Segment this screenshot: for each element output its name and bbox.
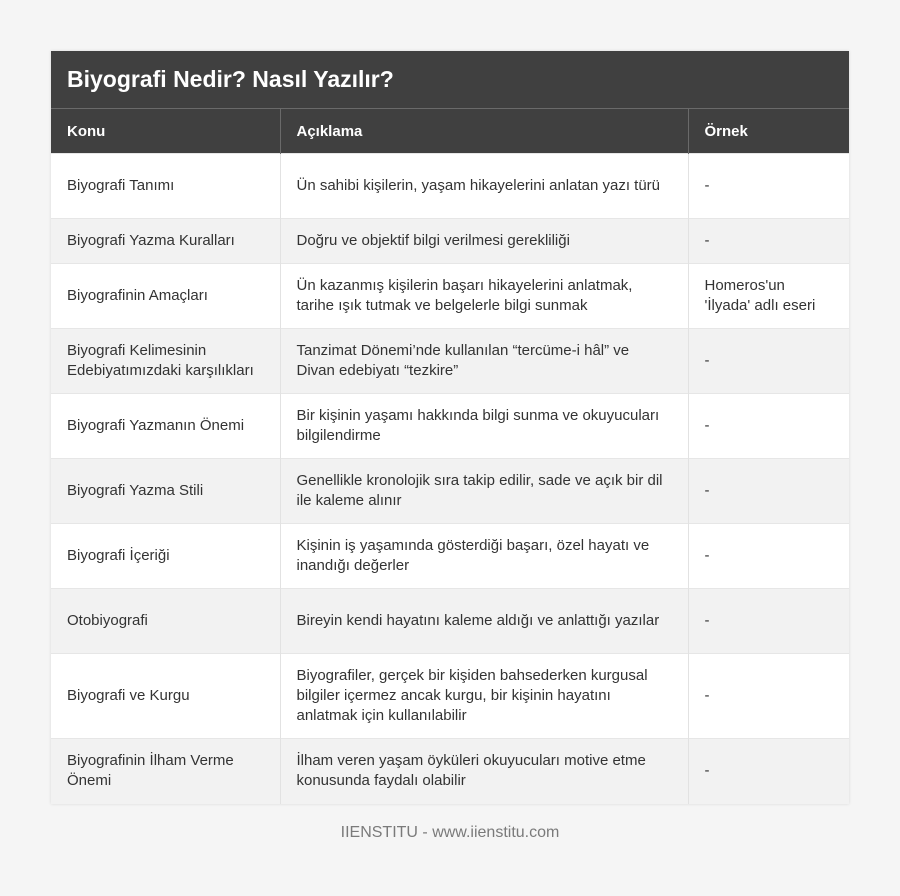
cell-description: Doğru ve objektif bilgi verilmesi gerekliliği	[280, 219, 688, 264]
cell-description: Bireyin kendi hayatını kaleme aldığı ve anlattığı yazılar	[280, 589, 688, 654]
cell-topic: Biyografi Yazmanın Önemi	[51, 394, 280, 459]
cell-description: Ün kazanmış kişilerin başarı hikayelerini anlatmak, tarihe ışık tutmak ve belgelerle bilgi sunmak	[280, 264, 688, 329]
table-row	[51, 589, 849, 654]
cell-example: -	[704, 762, 710, 780]
data-table	[51, 108, 849, 804]
table-card	[51, 51, 849, 804]
cell-topic: Biyografi İçeriği	[51, 524, 280, 589]
table-row	[51, 264, 849, 329]
cell-topic: Biyografi Yazma Stili	[51, 459, 280, 524]
cell-description: Tanzimat Dönemi’nde kullanılan “tercüme-i hâl” ve Divan edebiyatı “tezkire”	[280, 329, 688, 394]
cell-description: Kişinin iş yaşamında gösterdiği başarı, özel hayatı ve inandığı değerler	[280, 524, 688, 589]
cell-topic: Otobiyografi	[51, 589, 280, 654]
table-row	[51, 154, 849, 219]
cell-topic: Biyografi ve Kurgu	[51, 654, 280, 739]
footer-credit: IIENSTITU - www.iienstitu.com	[340, 824, 560, 841]
cell-topic: Biyografinin Amaçları	[51, 264, 280, 329]
cell-example: -	[704, 417, 710, 434]
cell-example: -	[704, 482, 710, 499]
cell-example: -	[704, 232, 710, 249]
table-title: Biyografi Nedir? Nasıl Yazılır?	[51, 51, 849, 108]
column-header-description: Açıklama	[280, 109, 688, 154]
cell-description: Ün sahibi kişilerin, yaşam hikayelerini anlatan yazı türü	[280, 154, 688, 219]
cell-topic: Biyografi Kelimesinin Edebiyatımızdaki karşılıkları	[51, 329, 280, 394]
cell-example: -	[704, 612, 710, 629]
cell-description: Genellikle kronolojik sıra takip edilir, sade ve açık bir dil ile kaleme alınır	[280, 459, 688, 524]
column-header-example: Örnek	[704, 122, 748, 140]
table-row	[51, 739, 849, 804]
cell-description: Bir kişinin yaşamı hakkında bilgi sunma ve okuyucuları bilgilendirme	[280, 394, 688, 459]
cell-description: Biyografiler, gerçek bir kişiden bahsederken kurgusal bilgiler içermez ancak kurgu, bir kişinin hayatını anlatmak için kullanılabilir	[280, 654, 688, 739]
cell-example: Homeros'un 'İlyada' adlı eseri	[704, 277, 816, 314]
table-row	[51, 219, 849, 264]
cell-example: -	[704, 547, 710, 564]
cell-topic: Biyografi Yazma Kuralları	[51, 219, 280, 264]
cell-topic: Biyografi Tanımı	[51, 154, 280, 219]
table-row	[51, 394, 849, 459]
table-row	[51, 459, 849, 524]
cell-example: -	[704, 177, 710, 194]
cell-topic: Biyografinin İlham Verme Önemi	[51, 739, 280, 804]
table-row	[51, 654, 849, 739]
table-row	[51, 524, 849, 589]
column-header-topic: Konu	[51, 109, 280, 154]
cell-description: İlham veren yaşam öyküleri okuyucuları motive etme konusunda faydalı olabilir	[280, 739, 688, 804]
header-row	[51, 109, 849, 154]
table-row	[51, 329, 849, 394]
cell-example: -	[704, 352, 710, 369]
cell-example: -	[704, 687, 710, 704]
